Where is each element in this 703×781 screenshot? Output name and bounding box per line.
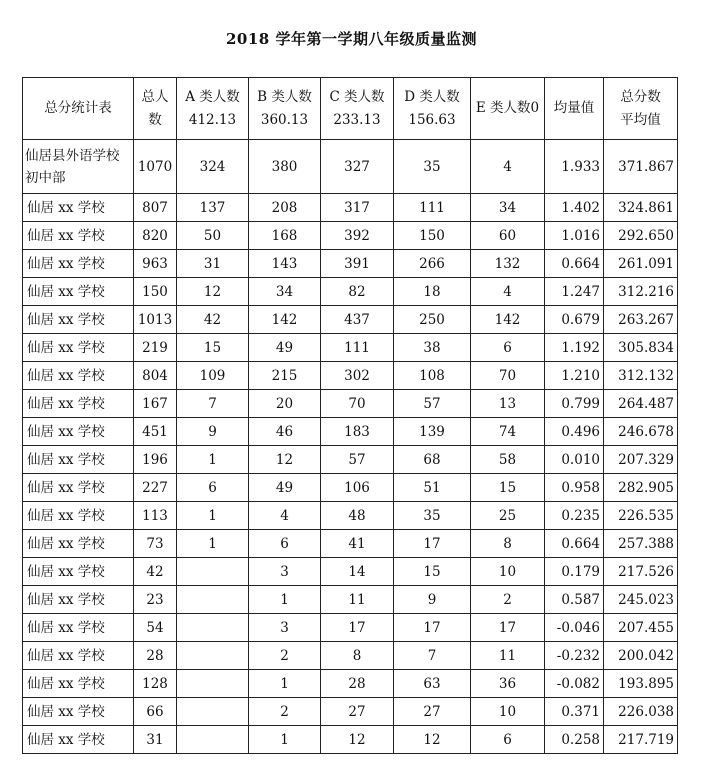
class-c-count-cell: 437 bbox=[321, 306, 394, 334]
class-b-count-cell: 12 bbox=[249, 446, 321, 474]
average-score-cell: 282.905 bbox=[604, 474, 678, 502]
document-title: 2018 学年第一学期八年级质量监测 bbox=[226, 30, 477, 48]
total-count-cell: 73 bbox=[134, 530, 177, 558]
school-name-cell: 仙居 xx 学校 bbox=[23, 362, 134, 390]
header-class-c: C 类人数 233.13 bbox=[321, 78, 394, 140]
class-b-count-cell: 34 bbox=[249, 278, 321, 306]
total-count-cell: 219 bbox=[134, 334, 177, 362]
header-class-d: D 类人数 156.63 bbox=[394, 78, 471, 140]
class-c-count-cell: 70 bbox=[321, 390, 394, 418]
class-a-count-cell bbox=[177, 614, 249, 642]
table-row bbox=[23, 698, 678, 726]
header-average-score: 总分数 平均值 bbox=[604, 78, 678, 140]
school-name-cell: 仙居 xx 学校 bbox=[23, 502, 134, 530]
table-row bbox=[23, 250, 678, 278]
class-d-count-cell: 9 bbox=[394, 586, 471, 614]
table-row bbox=[23, 140, 678, 194]
average-score-cell: 371.867 bbox=[604, 140, 678, 194]
class-e-count-cell: 11 bbox=[471, 642, 545, 670]
class-a-count-cell: 50 bbox=[177, 222, 249, 250]
header-class-e: E 类人数0 bbox=[471, 78, 545, 140]
class-b-count-cell: 380 bbox=[249, 140, 321, 194]
average-score-cell: 312.216 bbox=[604, 278, 678, 306]
table-row bbox=[23, 306, 678, 334]
class-b-count-cell: 1 bbox=[249, 586, 321, 614]
class-c-count-cell: 392 bbox=[321, 222, 394, 250]
class-e-count-cell: 60 bbox=[471, 222, 545, 250]
class-c-count-cell: 317 bbox=[321, 194, 394, 222]
class-a-count-cell: 7 bbox=[177, 390, 249, 418]
table-row bbox=[23, 194, 678, 222]
header-school: 总分统计表 bbox=[23, 78, 134, 140]
class-a-count-cell bbox=[177, 726, 249, 754]
class-e-count-cell: 15 bbox=[471, 474, 545, 502]
average-score-cell: 217.526 bbox=[604, 558, 678, 586]
average-score-cell: 226.038 bbox=[604, 698, 678, 726]
class-c-count-cell: 11 bbox=[321, 586, 394, 614]
class-e-count-cell: 58 bbox=[471, 446, 545, 474]
total-count-cell: 807 bbox=[134, 194, 177, 222]
class-e-count-cell: 132 bbox=[471, 250, 545, 278]
table-header-row bbox=[23, 78, 678, 140]
table-row bbox=[23, 278, 678, 306]
class-d-count-cell: 139 bbox=[394, 418, 471, 446]
mean-value-cell: 1.933 bbox=[545, 140, 604, 194]
school-name-cell: 仙居 xx 学校 bbox=[23, 194, 134, 222]
class-b-count-cell: 168 bbox=[249, 222, 321, 250]
class-e-count-cell: 10 bbox=[471, 558, 545, 586]
average-score-cell: 312.132 bbox=[604, 362, 678, 390]
header-total-count: 总人 数 bbox=[134, 78, 177, 140]
class-a-count-cell: 137 bbox=[177, 194, 249, 222]
total-count-cell: 31 bbox=[134, 726, 177, 754]
class-b-count-cell: 4 bbox=[249, 502, 321, 530]
class-a-count-cell: 12 bbox=[177, 278, 249, 306]
class-a-count-cell: 31 bbox=[177, 250, 249, 278]
header-class-b: B 类人数 360.13 bbox=[249, 78, 321, 140]
total-count-cell: 23 bbox=[134, 586, 177, 614]
school-name-cell: 仙居 xx 学校 bbox=[23, 390, 134, 418]
class-c-count-cell: 391 bbox=[321, 250, 394, 278]
total-count-cell: 1070 bbox=[134, 140, 177, 194]
class-e-count-cell: 70 bbox=[471, 362, 545, 390]
class-a-count-cell: 324 bbox=[177, 140, 249, 194]
table-row bbox=[23, 726, 678, 754]
class-a-count-cell: 15 bbox=[177, 334, 249, 362]
school-name-cell: 仙居 xx 学校 bbox=[23, 222, 134, 250]
average-score-cell: 207.329 bbox=[604, 446, 678, 474]
school-name-cell: 仙居 xx 学校 bbox=[23, 306, 134, 334]
total-count-cell: 113 bbox=[134, 502, 177, 530]
class-c-count-cell: 111 bbox=[321, 334, 394, 362]
school-name-cell: 仙居 xx 学校 bbox=[23, 250, 134, 278]
class-c-count-cell: 302 bbox=[321, 362, 394, 390]
class-a-count-cell: 1 bbox=[177, 530, 249, 558]
mean-value-cell: 1.210 bbox=[545, 362, 604, 390]
class-a-count-cell: 109 bbox=[177, 362, 249, 390]
class-d-count-cell: 35 bbox=[394, 140, 471, 194]
class-e-count-cell: 10 bbox=[471, 698, 545, 726]
mean-value-cell: 0.664 bbox=[545, 530, 604, 558]
class-a-count-cell bbox=[177, 670, 249, 698]
class-a-count-cell: 1 bbox=[177, 502, 249, 530]
class-c-count-cell: 27 bbox=[321, 698, 394, 726]
class-b-count-cell: 46 bbox=[249, 418, 321, 446]
mean-value-cell: 1.192 bbox=[545, 334, 604, 362]
table-row bbox=[23, 586, 678, 614]
class-e-count-cell: 17 bbox=[471, 614, 545, 642]
class-a-count-cell: 6 bbox=[177, 474, 249, 502]
total-count-cell: 66 bbox=[134, 698, 177, 726]
mean-value-cell: -0.046 bbox=[545, 614, 604, 642]
class-b-count-cell: 1 bbox=[249, 670, 321, 698]
average-score-cell: 292.650 bbox=[604, 222, 678, 250]
class-d-count-cell: 18 bbox=[394, 278, 471, 306]
class-e-count-cell: 25 bbox=[471, 502, 545, 530]
table-row bbox=[23, 390, 678, 418]
mean-value-cell: 0.235 bbox=[545, 502, 604, 530]
class-b-count-cell: 1 bbox=[249, 726, 321, 754]
school-name-cell: 仙居 xx 学校 bbox=[23, 726, 134, 754]
class-d-count-cell: 7 bbox=[394, 642, 471, 670]
average-score-cell: 246.678 bbox=[604, 418, 678, 446]
header-mean-value: 均量值 bbox=[545, 78, 604, 140]
mean-value-cell: 0.587 bbox=[545, 586, 604, 614]
table-row bbox=[23, 474, 678, 502]
class-a-count-cell: 42 bbox=[177, 306, 249, 334]
average-score-cell: 261.091 bbox=[604, 250, 678, 278]
class-e-count-cell: 8 bbox=[471, 530, 545, 558]
score-statistics-table bbox=[22, 77, 678, 754]
class-d-count-cell: 111 bbox=[394, 194, 471, 222]
table-row bbox=[23, 558, 678, 586]
class-d-count-cell: 17 bbox=[394, 530, 471, 558]
class-b-count-cell: 49 bbox=[249, 474, 321, 502]
class-c-count-cell: 28 bbox=[321, 670, 394, 698]
school-name-cell: 仙居 xx 学校 bbox=[23, 698, 134, 726]
average-score-cell: 217.719 bbox=[604, 726, 678, 754]
total-count-cell: 196 bbox=[134, 446, 177, 474]
total-count-cell: 128 bbox=[134, 670, 177, 698]
mean-value-cell: 0.799 bbox=[545, 390, 604, 418]
class-c-count-cell: 17 bbox=[321, 614, 394, 642]
table-row bbox=[23, 334, 678, 362]
class-d-count-cell: 17 bbox=[394, 614, 471, 642]
class-d-count-cell: 68 bbox=[394, 446, 471, 474]
total-count-cell: 451 bbox=[134, 418, 177, 446]
class-d-count-cell: 108 bbox=[394, 362, 471, 390]
mean-value-cell: 0.010 bbox=[545, 446, 604, 474]
total-count-cell: 227 bbox=[134, 474, 177, 502]
class-b-count-cell: 208 bbox=[249, 194, 321, 222]
mean-value-cell: 0.179 bbox=[545, 558, 604, 586]
class-b-count-cell: 3 bbox=[249, 614, 321, 642]
class-d-count-cell: 63 bbox=[394, 670, 471, 698]
average-score-cell: 207.455 bbox=[604, 614, 678, 642]
class-c-count-cell: 82 bbox=[321, 278, 394, 306]
class-c-count-cell: 183 bbox=[321, 418, 394, 446]
total-count-cell: 28 bbox=[134, 642, 177, 670]
average-score-cell: 264.487 bbox=[604, 390, 678, 418]
class-b-count-cell: 6 bbox=[249, 530, 321, 558]
school-name-cell: 仙居 xx 学校 bbox=[23, 418, 134, 446]
class-c-count-cell: 327 bbox=[321, 140, 394, 194]
header-class-a: A 类人数 412.13 bbox=[177, 78, 249, 140]
class-e-count-cell: 4 bbox=[471, 140, 545, 194]
class-b-count-cell: 143 bbox=[249, 250, 321, 278]
class-d-count-cell: 27 bbox=[394, 698, 471, 726]
average-score-cell: 263.267 bbox=[604, 306, 678, 334]
table-row bbox=[23, 502, 678, 530]
class-b-count-cell: 215 bbox=[249, 362, 321, 390]
class-c-count-cell: 12 bbox=[321, 726, 394, 754]
school-name-cell: 仙居 xx 学校 bbox=[23, 670, 134, 698]
school-name-cell: 仙居 xx 学校 bbox=[23, 278, 134, 306]
class-a-count-cell bbox=[177, 698, 249, 726]
total-count-cell: 42 bbox=[134, 558, 177, 586]
total-count-cell: 804 bbox=[134, 362, 177, 390]
mean-value-cell: 0.679 bbox=[545, 306, 604, 334]
school-name-cell: 仙居 xx 学校 bbox=[23, 446, 134, 474]
table-row bbox=[23, 614, 678, 642]
total-count-cell: 167 bbox=[134, 390, 177, 418]
class-d-count-cell: 12 bbox=[394, 726, 471, 754]
mean-value-cell: 0.258 bbox=[545, 726, 604, 754]
class-b-count-cell: 49 bbox=[249, 334, 321, 362]
table-row bbox=[23, 530, 678, 558]
class-a-count-cell bbox=[177, 642, 249, 670]
class-e-count-cell: 142 bbox=[471, 306, 545, 334]
class-b-count-cell: 20 bbox=[249, 390, 321, 418]
table-row bbox=[23, 362, 678, 390]
class-c-count-cell: 8 bbox=[321, 642, 394, 670]
average-score-cell: 193.895 bbox=[604, 670, 678, 698]
class-b-count-cell: 142 bbox=[249, 306, 321, 334]
class-d-count-cell: 51 bbox=[394, 474, 471, 502]
mean-value-cell: 1.402 bbox=[545, 194, 604, 222]
school-name-cell: 仙居 xx 学校 bbox=[23, 530, 134, 558]
class-c-count-cell: 14 bbox=[321, 558, 394, 586]
table-row bbox=[23, 222, 678, 250]
class-b-count-cell: 2 bbox=[249, 642, 321, 670]
class-a-count-cell: 1 bbox=[177, 446, 249, 474]
school-name-cell: 仙居县外语学校初中部 bbox=[23, 140, 134, 194]
average-score-cell: 257.388 bbox=[604, 530, 678, 558]
class-e-count-cell: 4 bbox=[471, 278, 545, 306]
total-count-cell: 1013 bbox=[134, 306, 177, 334]
average-score-cell: 200.042 bbox=[604, 642, 678, 670]
total-count-cell: 963 bbox=[134, 250, 177, 278]
class-d-count-cell: 266 bbox=[394, 250, 471, 278]
class-a-count-cell bbox=[177, 558, 249, 586]
class-d-count-cell: 150 bbox=[394, 222, 471, 250]
class-e-count-cell: 6 bbox=[471, 726, 545, 754]
school-name-cell: 仙居 xx 学校 bbox=[23, 334, 134, 362]
class-e-count-cell: 2 bbox=[471, 586, 545, 614]
class-e-count-cell: 6 bbox=[471, 334, 545, 362]
total-count-cell: 54 bbox=[134, 614, 177, 642]
total-count-cell: 820 bbox=[134, 222, 177, 250]
school-name-cell: 仙居 xx 学校 bbox=[23, 614, 134, 642]
average-score-cell: 226.535 bbox=[604, 502, 678, 530]
average-score-cell: 245.023 bbox=[604, 586, 678, 614]
class-d-count-cell: 15 bbox=[394, 558, 471, 586]
mean-value-cell: 0.371 bbox=[545, 698, 604, 726]
mean-value-cell: -0.232 bbox=[545, 642, 604, 670]
class-d-count-cell: 250 bbox=[394, 306, 471, 334]
average-score-cell: 305.834 bbox=[604, 334, 678, 362]
class-d-count-cell: 35 bbox=[394, 502, 471, 530]
total-count-cell: 150 bbox=[134, 278, 177, 306]
class-b-count-cell: 2 bbox=[249, 698, 321, 726]
class-c-count-cell: 48 bbox=[321, 502, 394, 530]
mean-value-cell: 0.496 bbox=[545, 418, 604, 446]
table-row bbox=[23, 642, 678, 670]
school-name-cell: 仙居 xx 学校 bbox=[23, 586, 134, 614]
mean-value-cell: 1.016 bbox=[545, 222, 604, 250]
class-d-count-cell: 57 bbox=[394, 390, 471, 418]
table-row bbox=[23, 670, 678, 698]
class-d-count-cell: 38 bbox=[394, 334, 471, 362]
mean-value-cell: 0.664 bbox=[545, 250, 604, 278]
class-e-count-cell: 13 bbox=[471, 390, 545, 418]
average-score-cell: 324.861 bbox=[604, 194, 678, 222]
mean-value-cell: -0.082 bbox=[545, 670, 604, 698]
table-row bbox=[23, 446, 678, 474]
class-c-count-cell: 57 bbox=[321, 446, 394, 474]
table-row bbox=[23, 418, 678, 446]
school-name-cell: 仙居 xx 学校 bbox=[23, 642, 134, 670]
class-b-count-cell: 3 bbox=[249, 558, 321, 586]
class-e-count-cell: 36 bbox=[471, 670, 545, 698]
class-c-count-cell: 41 bbox=[321, 530, 394, 558]
class-c-count-cell: 106 bbox=[321, 474, 394, 502]
class-e-count-cell: 74 bbox=[471, 418, 545, 446]
school-name-cell: 仙居 xx 学校 bbox=[23, 558, 134, 586]
mean-value-cell: 0.958 bbox=[545, 474, 604, 502]
school-name-cell: 仙居 xx 学校 bbox=[23, 474, 134, 502]
class-a-count-cell bbox=[177, 586, 249, 614]
mean-value-cell: 1.247 bbox=[545, 278, 604, 306]
class-e-count-cell: 34 bbox=[471, 194, 545, 222]
class-a-count-cell: 9 bbox=[177, 418, 249, 446]
